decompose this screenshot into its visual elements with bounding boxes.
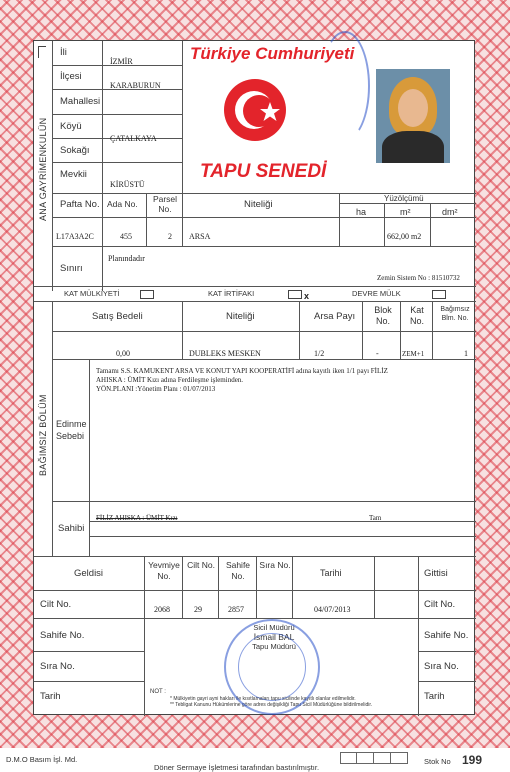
koy-value: ÇATALKAYA xyxy=(110,134,157,143)
sira-label: Sıra No. xyxy=(259,560,291,570)
kat-mulkiyeti-checkbox[interactable] xyxy=(140,290,154,299)
stok-label: Stok No xyxy=(424,757,451,766)
blok-no-label: Blok No. xyxy=(374,305,392,326)
gittisi-label: Gittisi xyxy=(424,568,448,579)
tarih-label: Tarihi xyxy=(320,568,342,578)
gitti-sahife-label: Sahife No. xyxy=(424,630,469,641)
flag-emblem-icon xyxy=(224,79,286,141)
location-col-divider xyxy=(102,41,103,193)
col-line xyxy=(182,301,183,359)
row-line xyxy=(34,681,144,682)
pafta-value: L17A3A2C xyxy=(56,232,94,241)
footer-boxes xyxy=(340,752,408,764)
siniri-label: Sınırı xyxy=(60,263,83,274)
col-line xyxy=(400,301,401,359)
sokak-label: Sokağı xyxy=(60,145,90,156)
edinme-line-3: YÖN.PLANI :Yönetim Planı : 01/07/2013 xyxy=(96,385,216,393)
sahibi-share: Tam xyxy=(369,514,382,522)
col-line xyxy=(374,556,375,618)
col-line xyxy=(430,203,431,246)
col-line xyxy=(384,203,385,246)
unit-niteligi-value: DUBLEKS MESKEN xyxy=(189,349,261,358)
row-line xyxy=(52,162,182,163)
note-1: * Mülkiyetin gayri ayni hakları ile kısıtlamaları tapu sicilinde kayıtlı olanlar edilmelidir. xyxy=(170,695,356,702)
satis-bedeli-label: Satış Bedeli xyxy=(92,311,143,322)
row-line xyxy=(52,246,476,247)
row-line xyxy=(34,301,476,302)
deed-paper xyxy=(33,40,475,715)
kat-irtifaki-label: KAT İRTİFAKI xyxy=(208,289,255,298)
arsa-payi-value: 1/2 xyxy=(314,349,325,358)
location-col-right xyxy=(182,41,183,193)
blok-value: - xyxy=(376,349,379,358)
ada-value: 455 xyxy=(120,232,132,241)
geldi-cilt-label: Cilt No. xyxy=(40,599,72,610)
col-line xyxy=(102,246,103,291)
col-line xyxy=(339,193,340,246)
edinme-line-2: AHISKA : ÜMİT Kızı adına Ferdileşme işleminden. xyxy=(96,376,244,384)
mevki-value: KİRÜSTÜ xyxy=(110,180,145,189)
corner-mark xyxy=(38,46,46,58)
bagimsiz-no-label: Bağımsız Blm. No. xyxy=(440,306,470,322)
row-line xyxy=(34,286,476,287)
top-stamp-icon xyxy=(320,31,370,141)
sahife-value: 2857 xyxy=(228,605,244,614)
row-line xyxy=(418,618,476,619)
signature-role: Tapu Müdürü xyxy=(252,642,296,651)
dm2-label: dm² xyxy=(442,207,458,217)
kat-value: ZEM+1 xyxy=(402,350,425,358)
col-line xyxy=(89,359,90,556)
row-line xyxy=(89,536,476,537)
sahibi-label: Sahibi xyxy=(58,523,85,534)
col-line xyxy=(418,556,419,716)
row-line xyxy=(418,681,476,682)
row-line xyxy=(34,618,144,619)
signature-name: İsmail BAL xyxy=(253,632,295,642)
m2-label: m² xyxy=(400,207,411,217)
row-line xyxy=(34,651,144,652)
sahife-label: Sahife No. xyxy=(225,560,251,581)
row-line xyxy=(52,501,476,502)
title-turkiye: Türkiye Cumhuriyeti xyxy=(190,44,355,63)
ada-label: Ada No. xyxy=(107,199,138,209)
yevmiye-value: 2068 xyxy=(154,605,170,614)
bagimsiz-bolum-label: BAĞIMSIZ BÖLÜM xyxy=(38,394,48,476)
devre-mulk-checkbox[interactable] xyxy=(432,290,446,299)
ha-label: ha xyxy=(356,207,367,217)
col-line xyxy=(182,556,183,618)
row-line xyxy=(52,359,476,360)
col-line xyxy=(362,301,363,359)
gitti-sira-label: Sıra No. xyxy=(424,661,459,672)
title-tapu-senedi: TAPU SENEDİ xyxy=(200,161,327,182)
gitti-cilt-label: Cilt No. xyxy=(424,599,456,610)
mahalle-label: Mahallesi xyxy=(60,96,101,107)
geldi-sira-label: Sıra No. xyxy=(40,661,75,672)
row-line xyxy=(52,217,476,218)
ilce-value: KARABURUN xyxy=(110,81,161,90)
pafta-label: Pafta No. xyxy=(60,199,100,210)
col-line xyxy=(218,556,219,618)
col-line xyxy=(299,301,300,359)
row-line xyxy=(339,203,476,204)
signature-title: Sicil Müdürü xyxy=(253,623,295,632)
official-stamp-icon xyxy=(224,619,320,715)
unit-niteligi-label: Niteliği xyxy=(226,311,255,322)
row-line xyxy=(144,618,418,619)
il-value: İZMİR xyxy=(110,57,133,66)
ana-divider xyxy=(52,41,53,291)
col-line xyxy=(102,193,103,246)
bagimsiz-divider xyxy=(52,301,53,556)
parcel-niteligi-value: ARSA xyxy=(189,232,211,241)
yevmiye-label: Yevmiye No. xyxy=(148,560,180,581)
parcel-niteligi-label: Niteliği xyxy=(244,199,273,210)
col-line xyxy=(182,193,183,246)
koy-label: Köyü xyxy=(60,121,82,132)
edinme-sebebi-label: Edinme Sebebi xyxy=(56,419,87,441)
notes-label: NOT : xyxy=(150,689,166,695)
kat-mulkiyeti-label: KAT MÜLKİYETİ xyxy=(64,289,120,298)
arsa-payi-label: Arsa Payı xyxy=(314,311,356,322)
footer-center-text: Döner Sermaye İşletmesi tarafından bastırılmıştır. xyxy=(154,763,320,772)
kat-irtifaki-checkbox[interactable] xyxy=(288,290,302,299)
cilt-value: 29 xyxy=(194,605,202,614)
row-line xyxy=(52,331,476,332)
zemin-sistem-no: Zemin Sistem No : 81510732 xyxy=(377,274,460,282)
il-label: İli xyxy=(60,47,67,58)
geldisi-label: Geldisi xyxy=(74,568,104,579)
area-value: 662,00 m2 xyxy=(387,232,422,241)
row-line xyxy=(34,590,476,591)
satis-bedeli-value: 0,00 xyxy=(116,349,130,358)
parsel-label: Parsel No. xyxy=(152,194,178,214)
bagimsiz-value: 1 xyxy=(464,349,468,358)
col-line xyxy=(432,301,433,359)
row-line xyxy=(52,114,182,115)
geldi-sahife-label: Sahife No. xyxy=(40,630,85,641)
printer-label: D.M.O Basım İşl. Md. xyxy=(6,755,78,764)
ana-gayrimenkul-label: ANA GAYRİMENKULÜN xyxy=(38,117,48,221)
ilce-label: İlçesi xyxy=(60,71,82,82)
col-line xyxy=(292,556,293,618)
yuzolcumu-label: Yüzölçümü xyxy=(384,194,424,203)
owner-photo xyxy=(376,69,450,163)
tarih-value: 04/07/2013 xyxy=(314,605,351,614)
devre-mulk-label: DEVRE MÜLK xyxy=(352,289,401,298)
row-line xyxy=(418,651,476,652)
parsel-value: 2 xyxy=(168,232,172,241)
geldi-tarih-label: Tarih xyxy=(40,691,61,702)
col-line xyxy=(146,193,147,246)
col-line xyxy=(256,556,257,618)
note-2: ** Tebligat Kanunu Hükümlerine göre adres değişikliği Tapu Sicil Müdürlüğüne bildirilmelidir. xyxy=(170,702,373,708)
siniri-value: Planındadır xyxy=(108,254,145,263)
row-line xyxy=(34,556,476,557)
kat-irtifaki-mark: x xyxy=(304,291,310,301)
stok-value: 199 xyxy=(462,753,483,767)
mevki-label: Mevkii xyxy=(60,169,87,180)
col-line xyxy=(144,556,145,716)
cilt-label: Cilt No. xyxy=(187,560,215,570)
sahibi-value: FİLİZ AHISKA : ÜMİT Kızı xyxy=(96,514,178,522)
edinme-line-1: Tamamı S.S. KAMUKENT ARSA VE KONUT YAPI KOOPERATİFİ adına kayıtlı iken 1/1 payı FİLİZ xyxy=(96,367,388,375)
kat-no-label: Kat No. xyxy=(409,305,424,326)
gitti-tarih-label: Tarih xyxy=(424,691,445,702)
